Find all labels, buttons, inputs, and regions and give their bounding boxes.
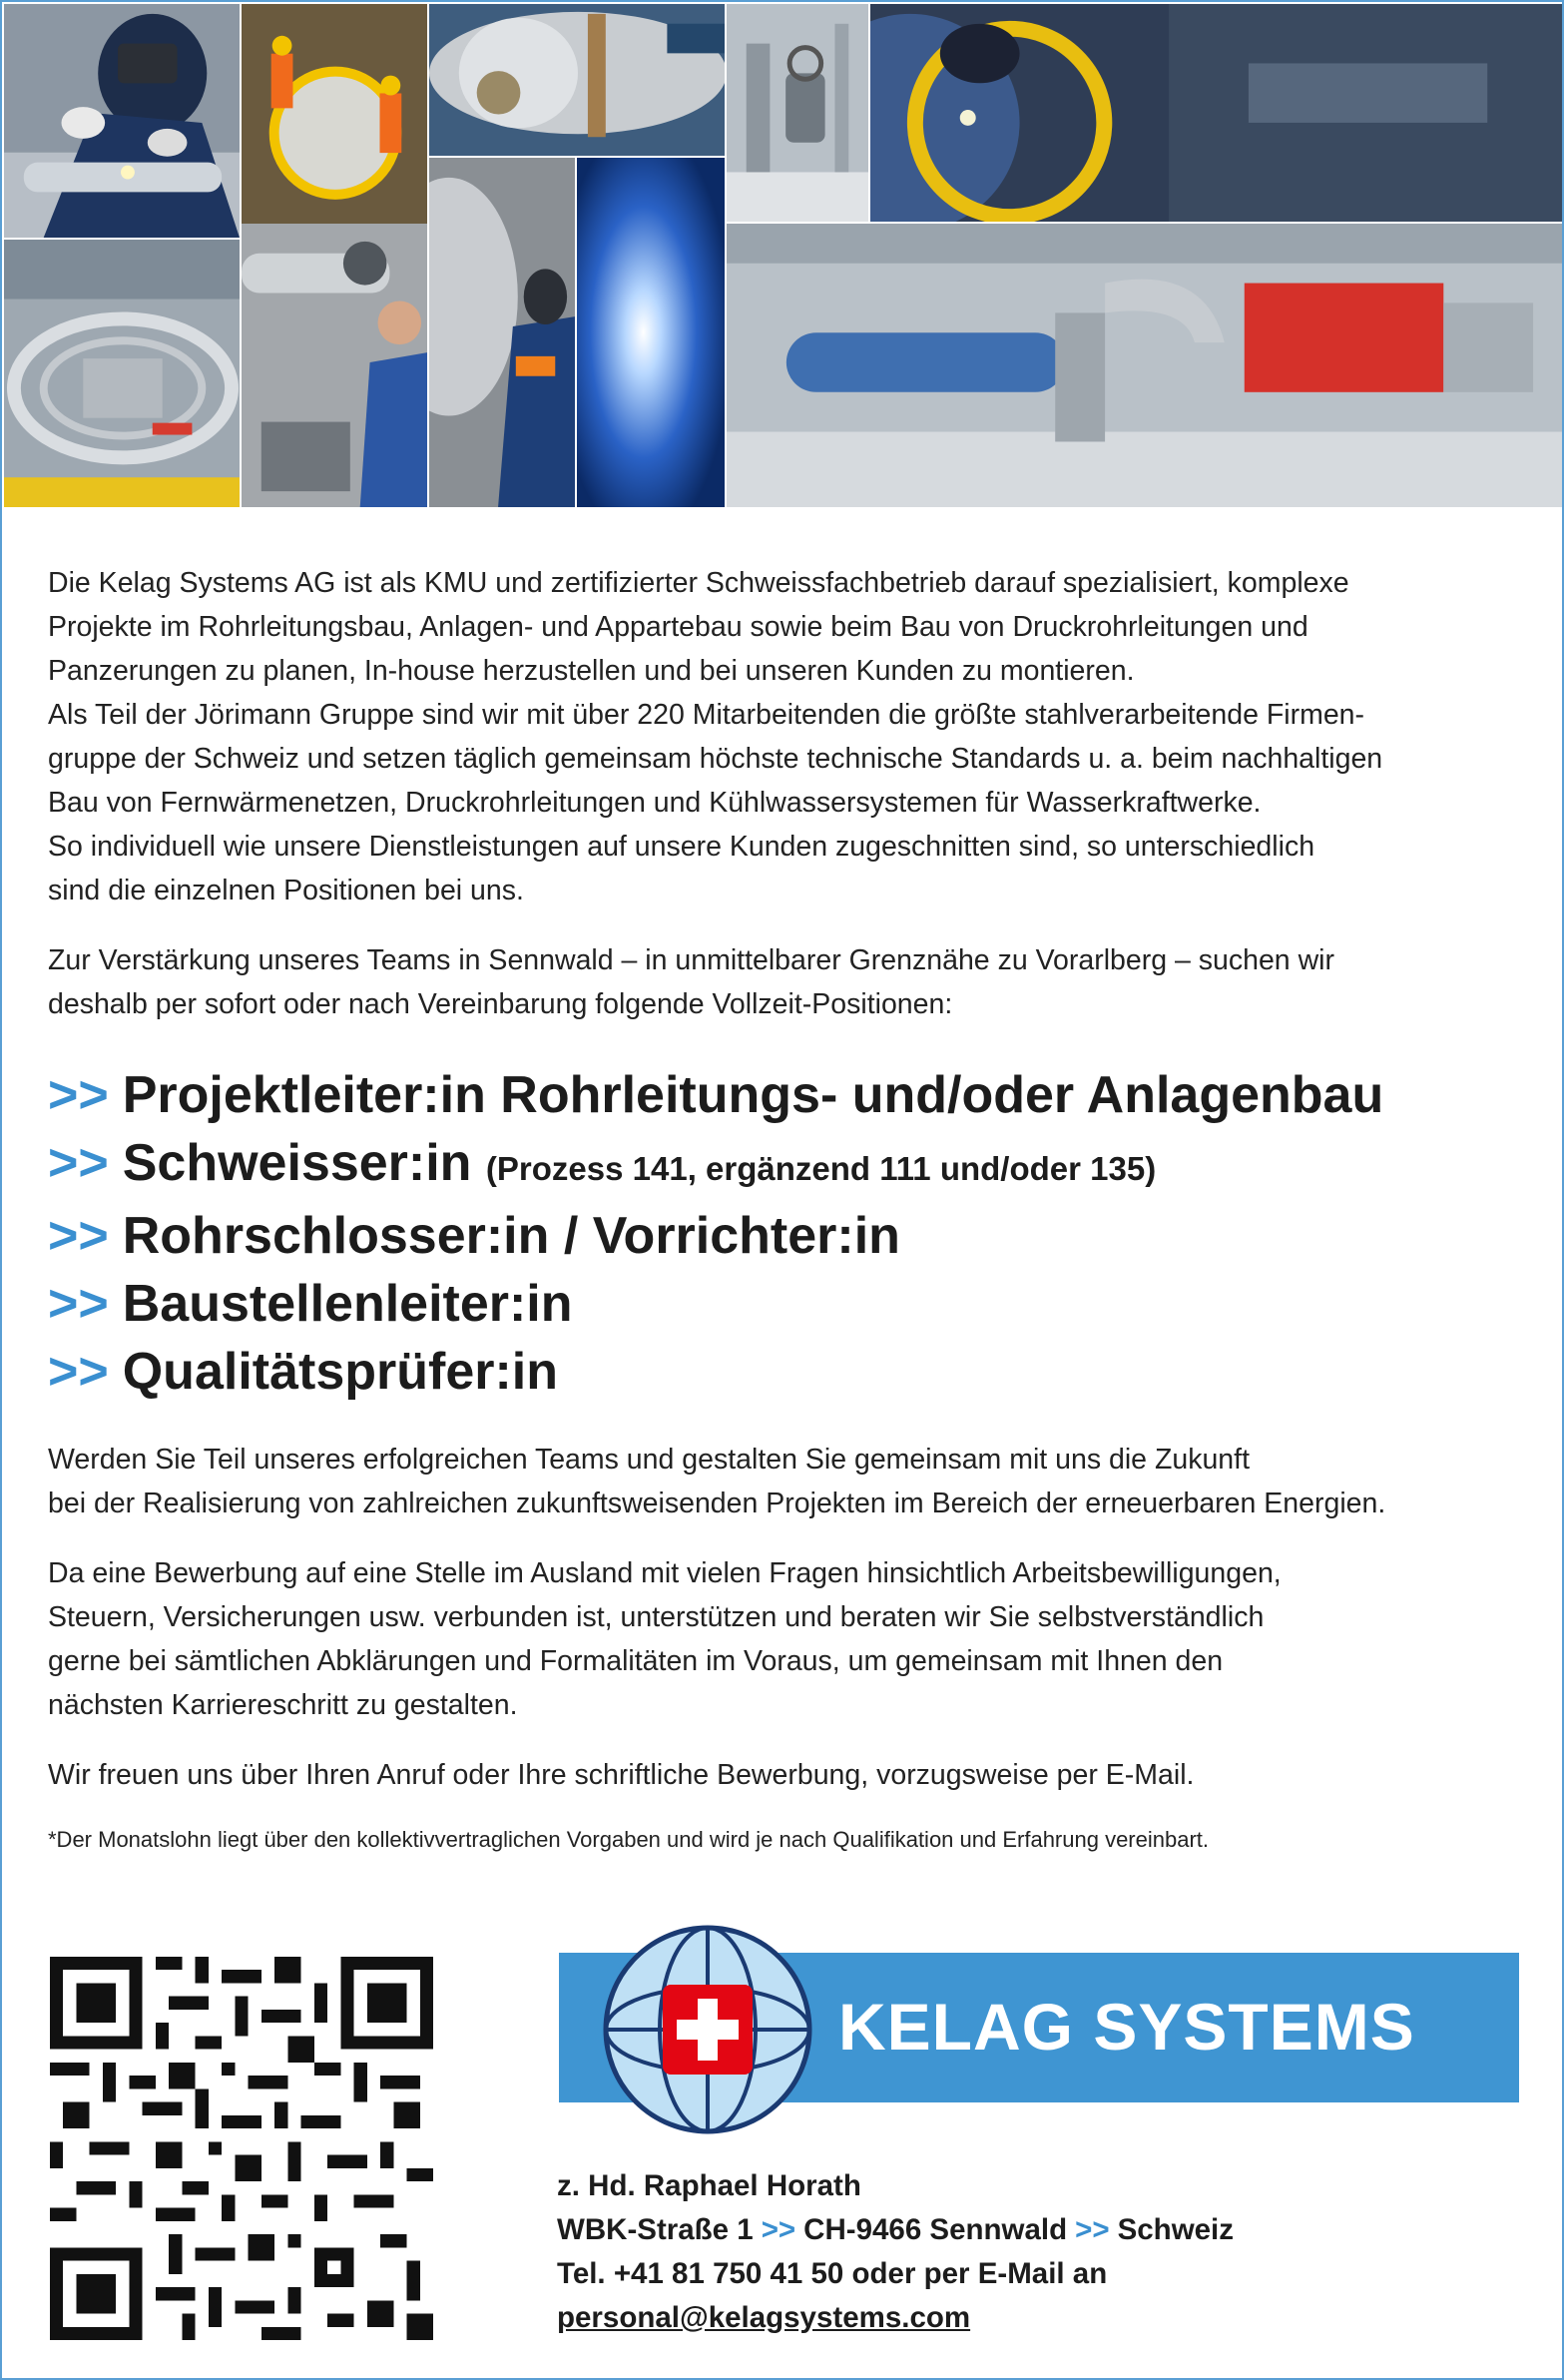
salary-footnote: *Der Monatslohn liegt über den kollektivvertraglichen Vorgaben und wird je nach Qualifikation und Erfahrung vereinbart. bbox=[48, 1827, 1210, 1852]
turbine-hall-photo bbox=[727, 224, 1562, 509]
job-title-baustellenleiter bbox=[48, 1270, 1521, 1338]
job-title-text: Projektleiter:in Rohrleitungs- und/oder Anlagenbau bbox=[122, 1066, 1384, 1124]
team-paragraph bbox=[48, 1438, 1521, 1525]
abroad-paragraph bbox=[48, 1551, 1521, 1727]
contact-address bbox=[557, 2208, 1515, 2252]
contact-city: CH-9466 Sennwald bbox=[803, 2213, 1068, 2246]
abroad-line: nächsten Karriereschritt zu gestalten. bbox=[48, 1689, 518, 1721]
contact-block bbox=[557, 2164, 1515, 2340]
job-title-text: Rohrschlosser:in / Vorrichter:in bbox=[122, 1207, 900, 1265]
job-title-note: (Prozess 141, ergänzend 111 und/oder 135) bbox=[485, 1150, 1157, 1187]
job-title-text: Schweisser:in bbox=[122, 1134, 472, 1192]
job-title-text: Qualitätsprüfer:in bbox=[122, 1343, 558, 1401]
machinist-photo bbox=[242, 224, 429, 509]
intro-line: Als Teil der Jörimann Gruppe sind wir mit über 220 Mitarbeitenden die größte stahlverarbeitende Firmen- bbox=[48, 699, 1365, 731]
intro-line: gruppe der Schweiz und setzen täglich gemeinsam höchste technische Standards u. a. beim nachhaltigen bbox=[48, 743, 1383, 775]
company-logo-text: KELAG SYSTEMS bbox=[838, 1990, 1415, 2064]
job-title-text: Baustellenleiter:in bbox=[122, 1275, 573, 1333]
arrow-icon: >> bbox=[48, 1207, 109, 1265]
job-title-rohrschlosser bbox=[48, 1202, 1521, 1270]
valve-station-photo bbox=[727, 4, 870, 224]
arrow-icon: >> bbox=[48, 1275, 109, 1333]
intro-line: sind die einzelnen Positionen bei uns. bbox=[48, 875, 524, 906]
intro-line: Die Kelag Systems AG ist als KMU und zertifizierter Schweissfachbetrieb darauf spezialisiert, komplexe bbox=[48, 567, 1349, 599]
pipe-ring-photo bbox=[4, 240, 242, 509]
abroad-line: gerne bei sämtlichen Abklärungen und Formalitäten im Voraus, um gemeinsam mit Ihnen den bbox=[48, 1645, 1224, 1677]
intro-line: Bau von Fernwärmenetzen, Druckrohrleitungen und Kühlwassersystemen für Wasserkraftwerke. bbox=[48, 787, 1262, 819]
team-line: bei der Realisierung von zahlreichen zukunftsweisenden Projekten im Bereich der erneuerbaren Energien. bbox=[48, 1488, 1386, 1519]
separator-icon: >> bbox=[1075, 2213, 1110, 2246]
job-title-schweisser bbox=[48, 1130, 1521, 1202]
tank-welder-photo bbox=[429, 158, 577, 509]
job-title-qualitaetspruefer bbox=[48, 1338, 1521, 1406]
main-content bbox=[48, 561, 1521, 1857]
contact-attention: z. Hd. Raphael Horath bbox=[557, 2169, 861, 2202]
pipe-welding-photo bbox=[870, 4, 1562, 224]
weld-glow-photo bbox=[577, 158, 727, 509]
job-list bbox=[48, 1060, 1521, 1406]
abroad-line: Da eine Bewerbung auf eine Stelle im Ausland mit vielen Fragen hinsichtlich Arbeitsbewilligungen, bbox=[48, 1557, 1282, 1589]
welder-photo bbox=[4, 4, 242, 240]
search-line: deshalb per sofort oder nach Vereinbarung folgende Vollzeit-Positionen: bbox=[48, 988, 953, 1020]
team-line: Werden Sie Teil unseres erfolgreichen Teams und gestalten Sie gemeinsam mit uns die Zukunft bbox=[48, 1444, 1250, 1476]
search-line: Zur Verstärkung unseres Teams in Sennwald – in unmittelbarer Grenznähe zu Vorarlberg – suchen wir bbox=[48, 944, 1334, 976]
contact-phone[interactable]: Tel. +41 81 750 41 50 oder per E-Mail an bbox=[557, 2257, 1108, 2290]
intro-line: Panzerungen zu planen, In-house herzustellen und bei unseren Kunden zu montieren. bbox=[48, 655, 1135, 687]
contact-street: WBK-Straße 1 bbox=[557, 2213, 754, 2246]
pressure-vessel-photo bbox=[429, 4, 727, 158]
contact-country: Schweiz bbox=[1117, 2213, 1234, 2246]
contact-email-link[interactable]: personal@kelagsystems.com bbox=[557, 2301, 971, 2334]
intro-line: So individuell wie unsere Dienstleistungen auf unsere Kunden zugeschnitten sind, so unterschiedlich bbox=[48, 831, 1315, 863]
globe-cross-icon bbox=[601, 1923, 814, 2136]
job-title-projektleiter bbox=[48, 1060, 1521, 1130]
intro-paragraph bbox=[48, 561, 1521, 912]
arrow-icon: >> bbox=[48, 1066, 109, 1124]
abroad-line: Steuern, Versicherungen usw. verbunden ist, unterstützen und beraten wir Sie selbstverständlich bbox=[48, 1601, 1265, 1633]
arrow-icon: >> bbox=[48, 1343, 109, 1401]
search-paragraph bbox=[48, 938, 1521, 1026]
qr-code-icon[interactable] bbox=[50, 1957, 433, 2340]
photo-collage bbox=[4, 4, 1562, 509]
intro-line: Projekte im Rohrleitungsbau, Anlagen- und Appartebau sowie beim Bau von Druckrohrleitungen und bbox=[48, 611, 1308, 643]
closing-paragraph: Wir freuen uns über Ihren Anruf oder Ihre schriftliche Bewerbung, vorzugsweise per E-Mail. bbox=[48, 1759, 1195, 1791]
separator-icon: >> bbox=[761, 2213, 796, 2246]
arrow-icon: >> bbox=[48, 1134, 109, 1192]
